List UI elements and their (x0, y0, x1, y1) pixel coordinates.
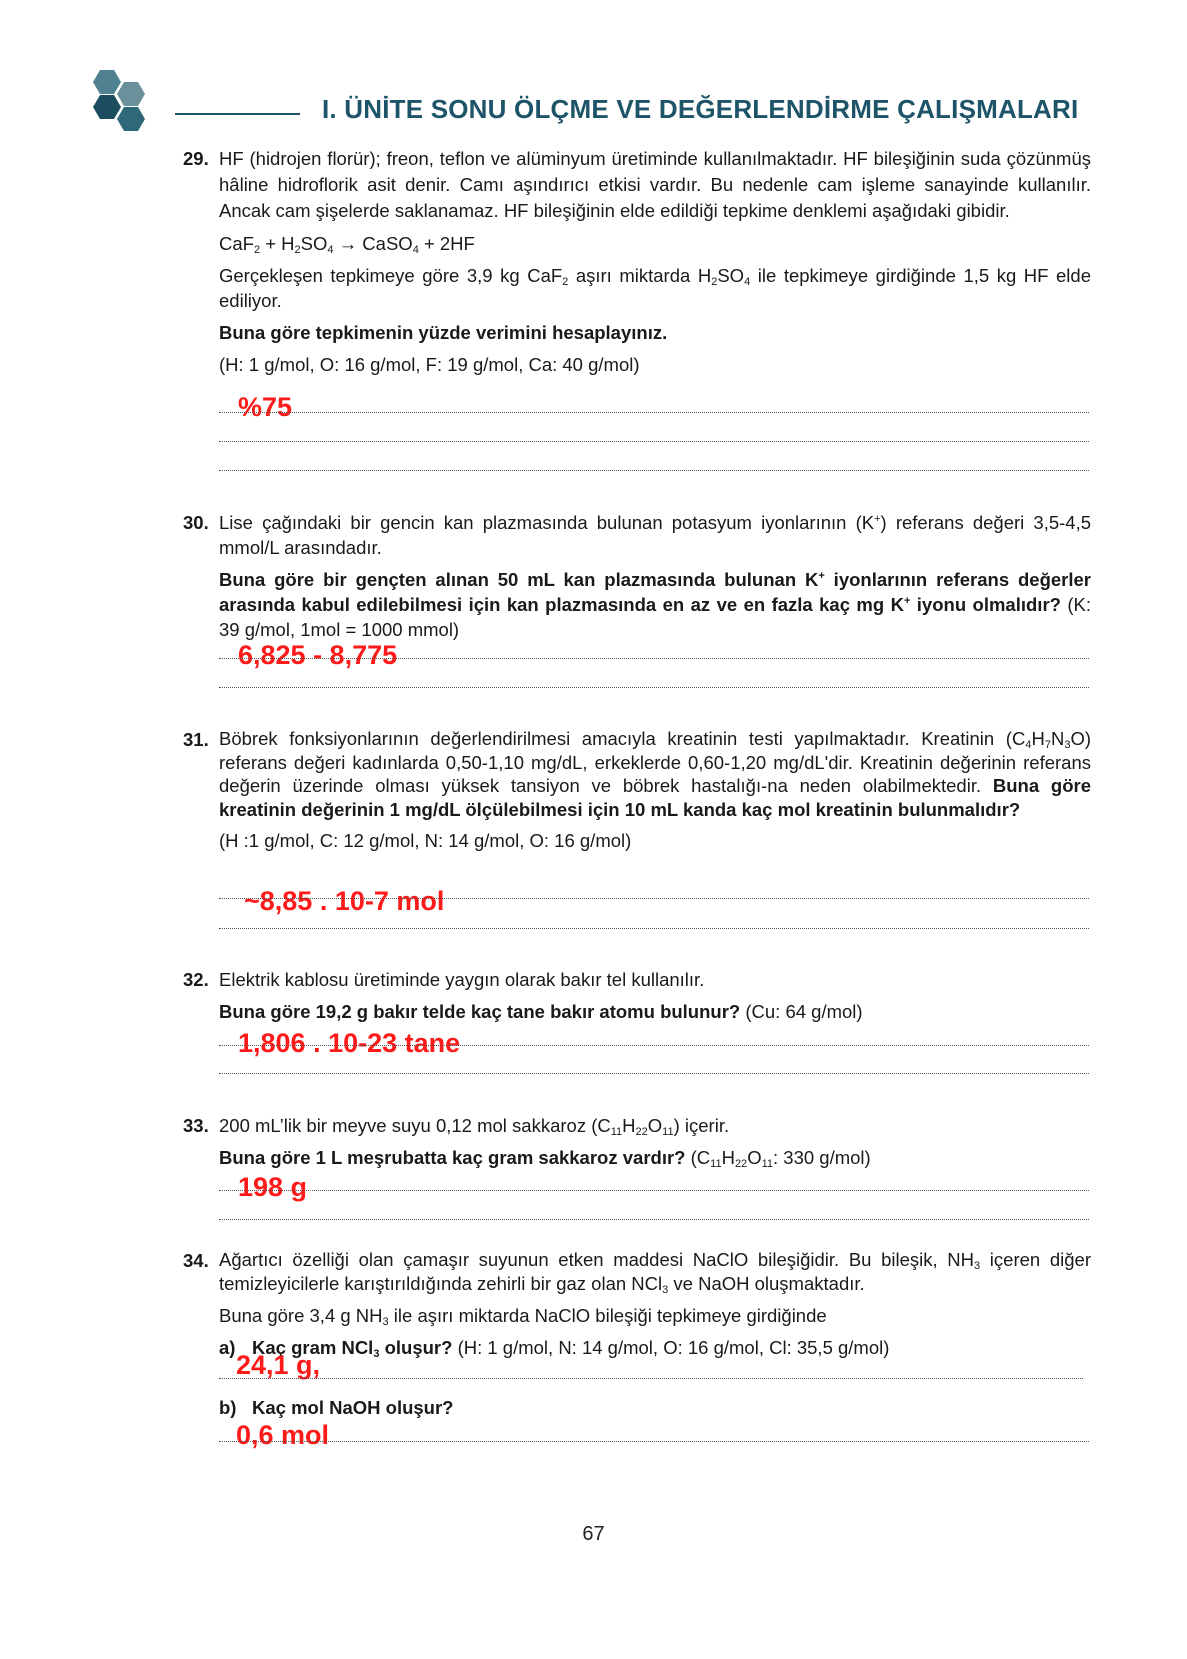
answer-line (219, 928, 1089, 929)
answer-line (219, 470, 1089, 471)
answer-line (219, 1073, 1089, 1074)
answer-line (219, 1190, 1089, 1191)
question-intro: 200 mL’lik bir meyve suyu 0,12 mol sakkaroz $(C_{11}H_{22}O_{11})$ içerir. (219, 1115, 730, 1138)
question-34b (183, 1395, 1091, 1420)
answer-line (219, 658, 1089, 659)
answer-29: %75 (238, 392, 293, 422)
question-given: Buna göre 3,4 g $NH_3$ ile aşırı miktarda NaClO bileşiği tepkimeye girdiğinde (219, 1305, 827, 1328)
question-intro: Böbrek fonksiyonlarının değerlendirilmesi amacıyla kreatinin testi yapılmaktadır. Kreatinin $(C_4H_7N_3O)$ referans değeri kadınlarda 0,50-1,10 mg/dL, erkeklerde 0,60-1,20 mg/dL'dir. Kreatinin değerinin referans değerin üzerinde olması yüksek tansiyon ve böbrek hastalığı-na neden olabilmektedir. Buna göre kreatinin değerinin 1 mg/dL ölçülebilmesi için 10 mL kanda kaç mol kreatinin bulunmalıdır? (219, 728, 1091, 820)
answer-34b: 0,6 mol (236, 1420, 330, 1450)
question-29 (183, 146, 1091, 384)
answer-line (219, 1441, 1089, 1442)
molar-masses: (H: 1 g/mol, O: 16 g/mol, F: 19 g/mol, Ca: 40 g/mol) (219, 354, 640, 375)
answer-line (219, 1378, 1083, 1379)
answer-31: ~8,85 . 10-7 mol (244, 886, 445, 916)
answer-34a: 24,1 g, (236, 1350, 321, 1380)
reaction-equation: $CaF_2 + H_2SO_4$ → CaSO$_4$ + 2HF (219, 233, 475, 256)
question-32 (183, 967, 1091, 1031)
question-prompt: Buna göre kreatinin değerinin 1 mg/dL ölçülebilmesi için 10 mL kanda kaç mol kreatinin bulunmalıdır? (219, 775, 1091, 820)
question-number: 33. (183, 1115, 209, 1136)
question-intro: Ağartıcı özelliği olan çamaşır suyunun etken maddesi NaClO bileşiğidir. Bu bileşik, $NH_3$ içeren diğer temizleyicilerle karıştırıldığında zehirli bir gaz olan NCl$_3$ ve NaOH oluşmaktadır. (219, 1249, 1091, 1296)
question-number: 34. (183, 1250, 209, 1271)
answer-30: 6,825 - 8,775 (238, 640, 398, 670)
question-part-a: a) Kaç gram NCl$_3$ oluşur? (H: 1 g/mol, N: 14 g/mol, O: 16 g/mol, Cl: 35,5 g/mol) (219, 1337, 890, 1360)
answer-line (219, 1219, 1089, 1220)
question-prompt: Buna göre tepkimenin yüzde verimini hesaplayınız. (219, 322, 668, 343)
question-intro: HF (hidrojen florür); freon, teflon ve alüminyum üretiminde kullanılmaktadır. HF bileşiğinin suda çözünmüş hâline hidroflorik asit denir. Camı aşındırıcı etkisi vardır. Bu nedenle cam işleme sanayinde kullanılır. Ancak cam şişelerde saklanamaz. HF bileşiğinin elde edildiği tepkime denklemi aşağıdaki gibidir. (219, 148, 1091, 221)
question-prompt: Buna göre bir gençten alınan 50 mL kan plazmasında bulunan K+ iyonlarının referans değerler arasında kabul edilebilmesi için kan plazmasında en az ve en fazla kaç mg K+ iyonu olmalıdır? (K: 39 g/mol, 1mol = 1000 mmol) (219, 569, 1092, 640)
answer-32: 1,806 . 10-23 tane (238, 1028, 461, 1058)
answer-line (219, 412, 1089, 413)
molar-masses: (H :1 g/mol, C: 12 g/mol, N: 14 g/mol, O: 16 g/mol) (219, 830, 632, 851)
hexagon-cluster-icon (92, 68, 162, 144)
answer-line (219, 898, 1089, 899)
question-prompt: Buna göre 1 L meşrubatta kaç gram sakkaroz vardır? ($C_{11}H_{22}O_{11}$: 330 g/mol) (219, 1147, 871, 1170)
answer-line (219, 1045, 1089, 1046)
question-number: 32. (183, 969, 209, 990)
question-34 (183, 1248, 1091, 1360)
page-title: I. ÜNİTE SONU ÖLÇME VE DEĞERLENDİRME ÇALIŞMALARI (322, 94, 1079, 124)
page-number: 67 (582, 1523, 605, 1545)
question-intro: Lise çağındaki bir gencin kan plazmasında bulunan potasyum iyonlarının (K+) referans değeri 3,5-4,5 mmol/L arasındadır. (219, 512, 1091, 558)
question-intro: Elektrik kablosu üretiminde yaygın olarak bakır tel kullanılır. (219, 969, 705, 990)
answer-33: 198 g (238, 1172, 308, 1202)
question-31 (183, 727, 1091, 860)
answer-line (219, 687, 1089, 688)
header-rule (175, 113, 300, 115)
question-prompt: Buna göre 19,2 g bakır telde kaç tane bakır atomu bulunur? (Cu: 64 g/mol) (219, 1001, 863, 1022)
answer-line (219, 441, 1089, 442)
question-number: 30. (183, 512, 209, 533)
question-number: 29. (183, 148, 209, 169)
question-given: Gerçekleşen tepkimeye göre 3,9 kg CaF$_2$ aşırı miktarda $H_2SO_4$ ile tepkimeye girdiğinde 1,5 kg HF elde ediliyor. (219, 265, 1091, 311)
question-part-b: b) Kaç mol NaOH oluşur? (219, 1397, 454, 1418)
question-number: 31. (183, 729, 209, 750)
question-30 (183, 510, 1091, 649)
question-33 (183, 1113, 1091, 1177)
